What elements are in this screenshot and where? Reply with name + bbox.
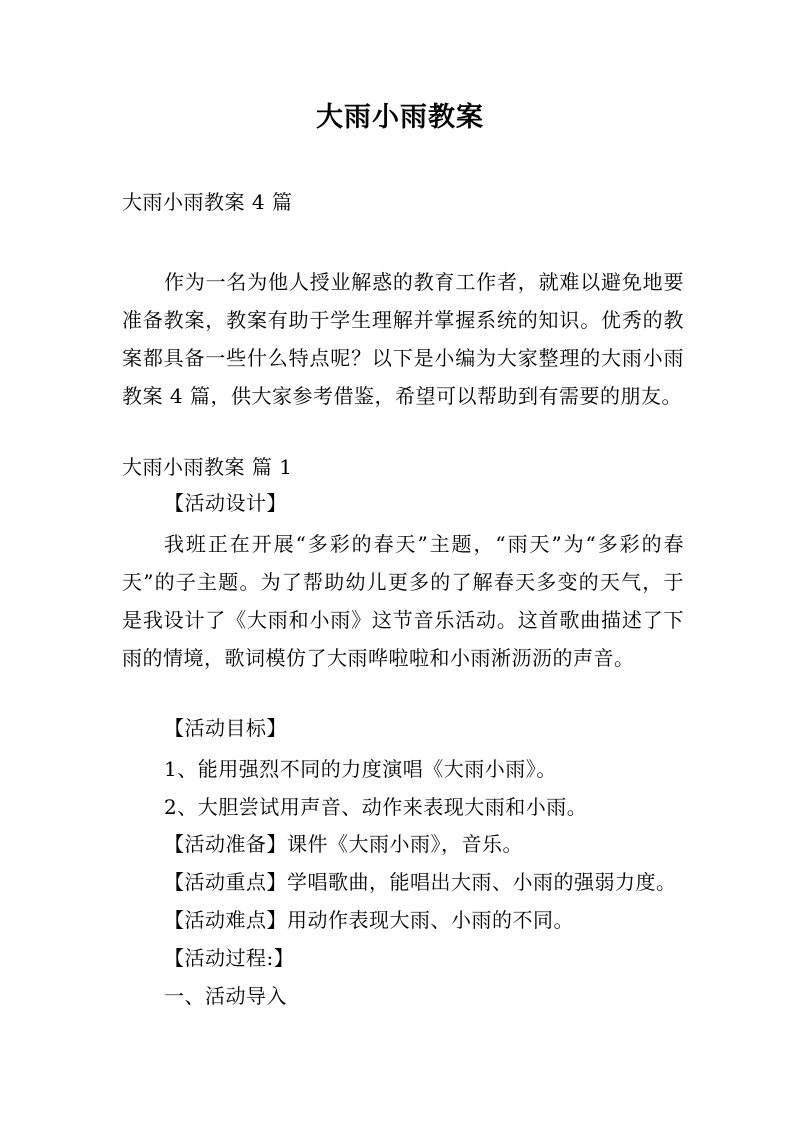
preparation-line: 【活动准备】课件《大雨小雨》，音乐。 [164, 832, 523, 856]
document-subtitle: 大雨小雨教案 4 篇 [122, 190, 293, 214]
goal-item-2: 2、大胆尝试用声音、动作来表现大雨和小雨。 [164, 795, 588, 819]
key-point-line: 【活动重点】学唱歌曲，能唱出大雨、小雨的强弱力度。 [164, 870, 677, 894]
intro-paragraph: 作为一名为他人授业解惑的教育工作者，就难以避免地要准备教案，教案有助于学生理解并掌握系统的知识。优秀的教案都具备一些什么特点呢？以下是小编为大家整理的大雨小雨教案 4 篇，供大家参考借鉴，希望可以帮助到有需要的朋友。 [122, 270, 684, 408]
difficulty-line: 【活动难点】用动作表现大雨、小雨的不同。 [164, 908, 574, 932]
design-paragraph: 我班正在开展“多彩的春天”主题，“雨天”为“多彩的春天”的子主题。为了帮助幼儿更多的了解春天多变的天气，于是我设计了《大雨和小雨》这节音乐活动。这首歌曲描述了下雨的情境，歌词模仿了大雨哗啦啦和小雨淅沥沥的声音。 [122, 532, 684, 670]
goal-item-1: 1、能用强烈不同的力度演唱《大雨小雨》。 [164, 757, 557, 781]
process-heading: 【活动过程:】 [164, 946, 295, 970]
process-step-1: 一、活动导入 [164, 984, 287, 1008]
goal-heading: 【活动目标】 [164, 716, 287, 740]
document-title: 大雨小雨教案 [316, 102, 484, 133]
part-heading: 大雨小雨教案 篇 1 [122, 455, 293, 479]
design-heading: 【活动设计】 [164, 491, 287, 515]
